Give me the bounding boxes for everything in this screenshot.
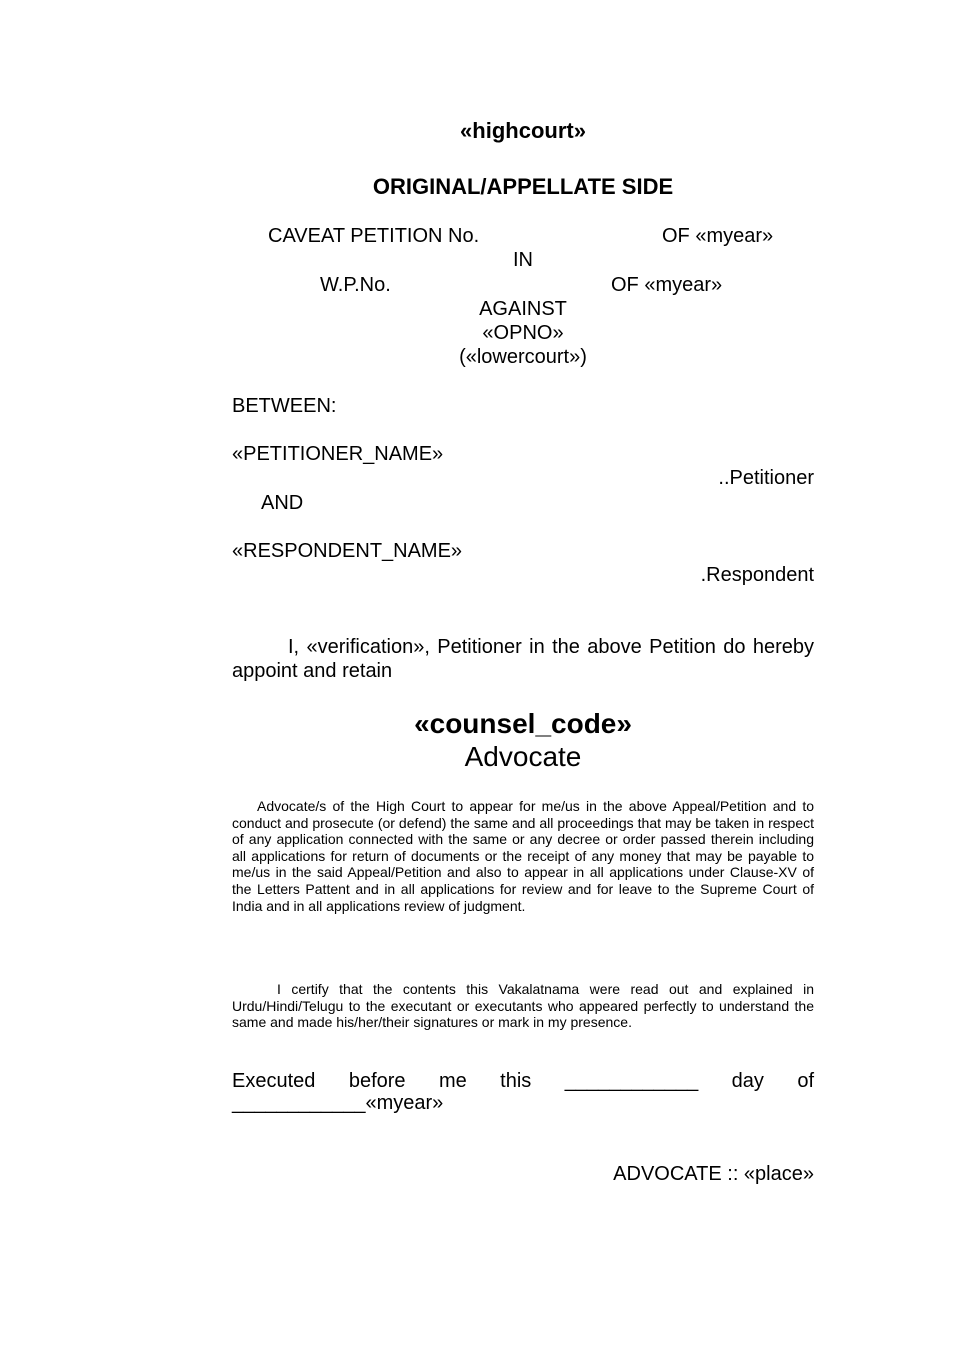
caveat-petition-label: CAVEAT PETITION No. (268, 225, 480, 247)
authority-paragraph: Advocate/s of the High Court to appear for me/us in the above Appeal/Petition and to conduct and prosecute (or defend) the same and all proceedings that may be taken in respect of any application connected with the same or any decree or order passed therein including all applications for return of documents or the receipt of any money that may be payable to me/us in the said Appeal/Petition and also to appear in all applications under Clause-XV of the Letters Pattent and in all applications for review and for leave to the Supreme Court of India and in all applications review of judgment. (232, 798, 814, 914)
wp-number-year: OF «myear» (611, 274, 723, 296)
petitioner-role: ..Petitioner (718, 467, 814, 489)
opno-field: «OPNO» (482, 322, 564, 344)
advocate-designation: Advocate (464, 741, 582, 772)
appointment-paragraph: I, «verification», Petitioner in the above Petition do hereby appoint and retain (232, 636, 814, 682)
lower-court-field: («lowercourt») (459, 346, 587, 368)
respondent-role: .Respondent (700, 564, 814, 586)
wp-number-label: W.P.No. (320, 274, 391, 296)
execution-line: Executed before me this ____________ day of ____________«myear» (232, 1070, 814, 1114)
and-label: AND (261, 492, 304, 514)
in-label: IN (513, 249, 533, 271)
counsel-code: «counsel_code» (414, 708, 632, 739)
against-label: AGAINST (479, 298, 567, 320)
court-title: «highcourt» (460, 118, 586, 143)
caveat-petition-year: OF «myear» (662, 225, 774, 247)
side-title: ORIGINAL/APPELLATE SIDE (372, 174, 674, 199)
petitioner-name: «PETITIONER_NAME» (232, 443, 444, 465)
respondent-name: «RESPONDENT_NAME» (232, 540, 463, 562)
certification-paragraph: I certify that the contents this Vakalatnama were read out and explained in Urdu/Hindi/Telugu to the executant or executants who appeared perfectly to understand the same and made his/her/their signatures or mark in my presence. (232, 981, 814, 1031)
advocate-signature-line: ADVOCATE :: «place» (613, 1163, 814, 1185)
between-label: BETWEEN: (232, 395, 337, 417)
